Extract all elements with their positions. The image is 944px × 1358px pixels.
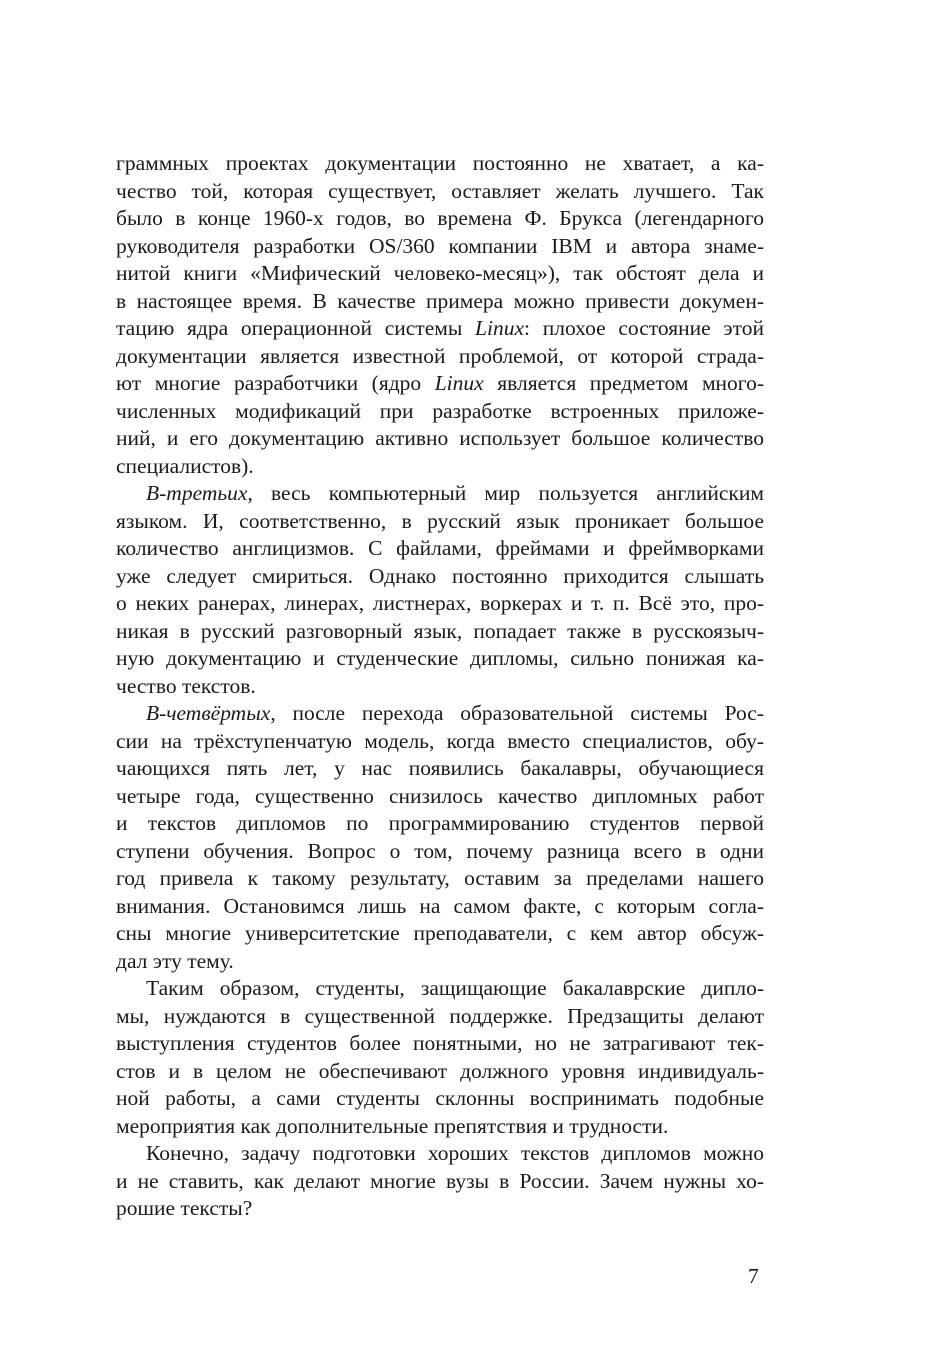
text-run: : плохое состояние этой	[524, 316, 764, 340]
text-line	[116, 398, 764, 426]
text-run: год привела к такому результату, оставим за пределами нашего	[116, 866, 764, 890]
text-line	[116, 618, 764, 646]
text-run: и не ставить, как делают многие вузы в России. Зачем нужны хо-	[116, 1168, 764, 1193]
text-line	[116, 178, 764, 206]
text-line	[116, 783, 764, 811]
text-line	[116, 755, 764, 783]
text-line	[116, 975, 764, 1003]
text-run: является предметом много-	[483, 371, 764, 395]
text-run: граммных проектах документации постоянно не хватает, а ка-	[116, 151, 764, 175]
text-run: уже следует смириться. Однако постоянно приходится слышать	[116, 563, 764, 588]
text-run: чество той, которая существует, оставляет желать лучшего. Так	[116, 178, 764, 203]
text-line	[116, 1168, 764, 1196]
text-run: чество текстов.	[116, 673, 256, 698]
text-run: стов и в целом не обеспечивают должного уровня индивидуаль-	[116, 1058, 764, 1083]
text-line	[116, 425, 764, 453]
text-run: четыре года, существенно снизилось качество дипломных работ	[116, 783, 764, 808]
paragraph	[116, 975, 764, 1140]
italic-term: В-третьих	[146, 481, 248, 505]
text-line	[116, 508, 764, 536]
text-line	[116, 700, 764, 728]
text-line	[116, 948, 764, 976]
text-run: ют многие разработчики (ядро	[116, 371, 435, 395]
text-line	[116, 728, 764, 756]
text-run: мы, нуждаются в существенной поддержке. Предзащиты делают	[116, 1003, 764, 1028]
text-run: рошие тексты?	[116, 1196, 253, 1220]
text-line	[116, 1140, 764, 1168]
text-line	[116, 453, 764, 481]
text-line	[116, 315, 764, 343]
text-line	[116, 893, 764, 921]
text-run: специалистов).	[116, 453, 254, 478]
text-line	[116, 288, 764, 316]
text-line	[116, 205, 764, 233]
text-line	[116, 838, 764, 866]
text-run: сны многие университетские преподаватели, с кем автор обсуж-	[116, 921, 764, 945]
paragraph	[116, 700, 764, 975]
text-line	[116, 590, 764, 618]
text-run: в настоящее время. В качестве примера можно привести докумен-	[116, 288, 764, 313]
italic-term: В-четвёртых	[146, 701, 271, 725]
text-run: о неких ранерах, линерах, листнерах, воркерах и т. п. Всё это, про-	[116, 591, 764, 615]
text-line	[116, 343, 764, 371]
text-line	[116, 645, 764, 673]
text-line	[116, 810, 764, 838]
text-line	[116, 535, 764, 563]
text-run: ний, и его документацию активно использует большое количество	[116, 426, 764, 450]
text-run: ную документацию и студенческие дипломы, сильно понижая ка-	[116, 646, 764, 670]
paragraph	[116, 480, 764, 700]
text-line	[116, 370, 764, 398]
page-number: 7	[748, 1264, 759, 1288]
text-run: нитой книги «Мифический человеко-месяц»), так обстоят дела и	[116, 261, 764, 285]
text-line	[116, 563, 764, 591]
text-line	[116, 920, 764, 948]
paragraph	[116, 150, 764, 480]
text-line	[116, 673, 764, 701]
italic-term: Linux	[475, 316, 525, 340]
text-run: мероприятия как дополнительные препятствия и трудности.	[116, 1113, 669, 1138]
italic-term: Linux	[434, 371, 484, 395]
text-run: , весь компьютерный мир пользуется английским	[247, 481, 764, 505]
text-run: никая в русский разговорный язык, попадает также в русскоязыч-	[116, 618, 764, 643]
text-line	[116, 480, 764, 508]
text-line	[116, 1003, 764, 1031]
body-text	[116, 150, 764, 1223]
text-line	[116, 150, 764, 178]
text-run: внимания. Остановимся лишь на самом факте, с которым согла-	[116, 893, 764, 918]
text-line	[116, 1085, 764, 1113]
text-run: дал эту тему.	[116, 948, 234, 973]
text-line	[116, 865, 764, 893]
text-run: руководителя разработки OS/360 компании IBM и автора знаме-	[116, 233, 764, 258]
text-run: языком. И, соответственно, в русский язык проникает большое	[116, 508, 764, 533]
text-line	[116, 1113, 764, 1141]
text-line	[116, 1195, 764, 1223]
text-line	[116, 233, 764, 261]
paragraph	[116, 1140, 764, 1223]
text-run: Конечно, задачу подготовки хороших текстов дипломов можно	[146, 1141, 764, 1165]
text-run: , после перехода образовательной системы Рос-	[270, 701, 764, 725]
text-line	[116, 260, 764, 288]
text-run: ной работы, а сами студенты склонны воспринимать подобные	[116, 1086, 764, 1110]
text-run: было в конце 1960-х годов, во времена Ф. Брукса (легендарного	[116, 206, 764, 230]
text-run: сии на трёхступенчатую модель, когда вместо специалистов, обу-	[116, 728, 764, 753]
text-run: численных модификаций при разработке встроенных приложе-	[116, 398, 764, 423]
text-run: и текстов дипломов по программированию студентов первой	[116, 811, 764, 835]
text-run: количество англицизмов. С файлами, фреймами и фреймворками	[116, 536, 764, 560]
text-run: тацию ядра операционной системы	[116, 316, 476, 340]
text-run: ступени обучения. Вопрос о том, почему разница всего в одни	[116, 838, 764, 863]
text-line	[116, 1030, 764, 1058]
text-run: чающихся пять лет, у нас появились бакалавры, обучающиеся	[116, 756, 764, 780]
text-run: Таким образом, студенты, защищающие бакалаврские дипло-	[146, 976, 764, 1000]
text-line	[116, 1058, 764, 1086]
text-run: выступления студентов более понятными, но не затрагивают тек-	[116, 1031, 764, 1055]
text-run: документации является известной проблемой, от которой страда-	[116, 343, 764, 368]
